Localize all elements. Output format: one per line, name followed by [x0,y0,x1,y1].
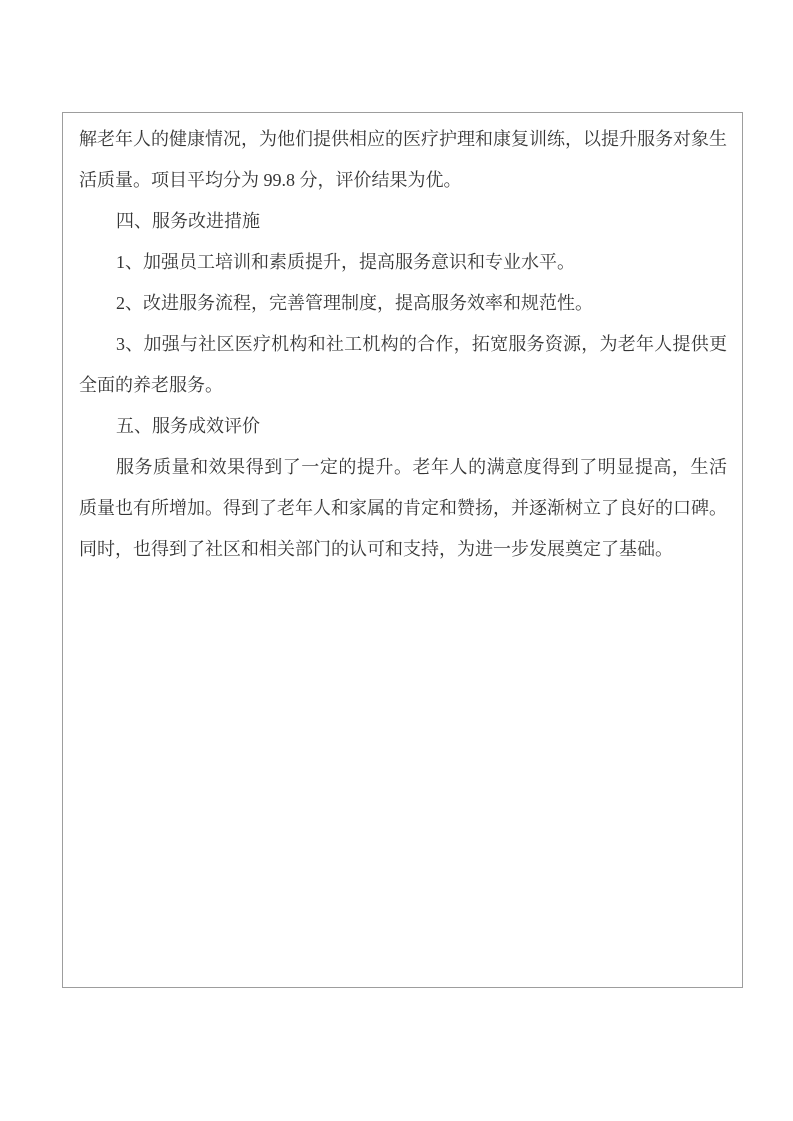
list-item-2: 2、改进服务流程，完善管理制度，提高服务效率和规范性。 [116,293,593,313]
list-item-1: 1、加强员工培训和素质提升，提高服务意识和专业水平。 [116,252,575,272]
document-table-cell [62,112,743,988]
list-item-3: 3、加强与社区医疗机构和社工机构的合作，拓宽服务资源，为老年人提供更全面的养老服务。 [79,334,727,395]
paragraph-continuation: 解老年人的健康情况，为他们提供相应的医疗护理和康复训练，以提升服务对象生活质量。项目平均分为 99.8 分，评价结果为优。 [79,129,727,190]
section-heading-5: 五、服务成效评价 [116,416,260,436]
paragraph-evaluation: 服务质量和效果得到了一定的提升。老年人的满意度得到了明显提高，生活质量也有所增加。得到了老年人和家属的肯定和赞扬，并逐渐树立了良好的口碑。同时，也得到了社区和相关部门的认可和支持，为进一步发展奠定了基础。 [79,457,727,559]
section-heading-4: 四、服务改进措施 [116,211,260,231]
